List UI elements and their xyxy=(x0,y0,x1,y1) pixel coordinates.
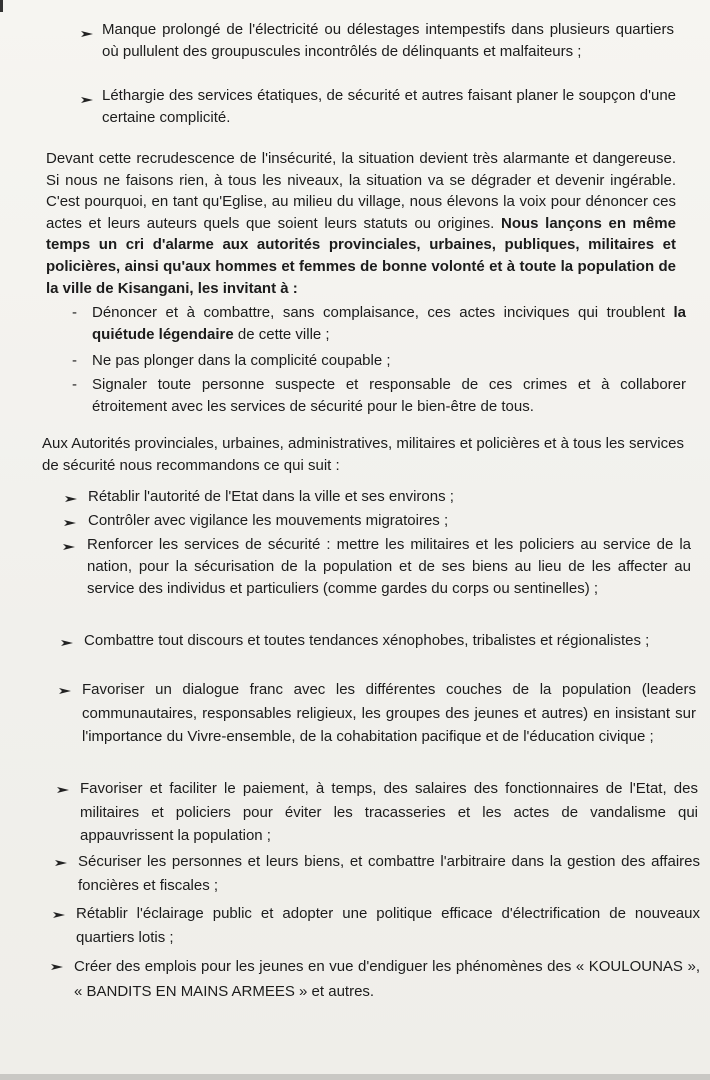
dash-item: Ne pas plonger dans la complicité coupable ; xyxy=(92,352,391,369)
arrow-bullet-icon xyxy=(60,638,74,648)
recommendation-item: Rétablir l'autorité de l'Etat dans la ville et ses environs ; xyxy=(88,488,454,505)
recommendation-item: Combattre tout discours et toutes tendances xénophobes, tribalistes et régionalistes ; xyxy=(84,632,650,649)
arrow-bullet-icon xyxy=(64,494,78,504)
arrow-bullet-icon xyxy=(54,858,68,868)
arrow-bullet-icon xyxy=(56,785,70,795)
arrow-bullet-icon xyxy=(50,962,64,972)
recommendation-item: Contrôler avec vigilance les mouvements migratoires ; xyxy=(88,512,449,529)
paragraph-alarm xyxy=(46,148,676,299)
recommendation-item: Créer des emplois pour les jeunes en vue d'endiguer les phénomènes des « KOULOUNAS », « BANDITS EN MAINS ARMEES » et autres. xyxy=(74,958,700,1000)
recommendation-item: Favoriser et faciliter le paiement, à temps, des salaires des fonctionnaires de l'Etat, des militaires et policiers pour éviter les tracasseries et les actes de vandalisme qui appauvrissent la population ; xyxy=(80,780,698,844)
paragraph-text: Devant cette recrudescence de l'insécurité, la situation devient très alarmante et dangereuse. Si nous ne faisons rien, à tous les niveaux, la situation va se dégrader et devenir ingérable. C'est pourquoi, en tant qu'Eglise, au milieu du village, nous élevons la voix pour dénoncer ces actes et leurs auteurs quels que soient leurs statuts ou origines. xyxy=(46,150,676,232)
dash-item-text-end: de cette ville ; xyxy=(233,326,330,343)
page-edge-mark xyxy=(0,0,3,12)
dash-item-text: Dénoncer et à combattre, sans complaisance, ces actes inciviques qui troublent xyxy=(92,304,674,321)
dash-item: Signaler toute personne suspecte et responsable de ces crimes et à collaborer étroitement avec les services de sécurité pour le bien-être de tous. xyxy=(92,376,686,415)
page-bottom-edge xyxy=(0,1074,710,1080)
arrow-bullet-icon xyxy=(58,686,72,696)
bullet-item: Léthargie des services étatiques, de sécurité et autres faisant planer le soupçon d'une certaine complicité. xyxy=(102,87,676,126)
recommendation-item: Renforcer les services de sécurité : mettre les militaires et les policiers au service de la nation, pour la sécurisation de la population et de ses biens au lieu de les affecter au service des individus et particuliers (comme gardes du corps ou sentinelles) ; xyxy=(87,536,691,597)
recommendation-item: Rétablir l'éclairage public et adopter une politique efficace d'électrification de nouveaux quartiers lotis ; xyxy=(76,905,700,946)
recommendation-item: Sécuriser les personnes et leurs biens, et combattre l'arbitraire dans la gestion des affaires foncières et fiscales ; xyxy=(78,853,700,894)
paragraph-bold-text: Nous lançons en même temps un cri d'alarme aux autorités provinciales, urbaines, publiques, militaires et policières, ainsi qu'aux hommes et femmes de bonne volonté et à toute la population de la ville de Kisangani, les invitant à : xyxy=(46,214,676,297)
arrow-bullet-icon xyxy=(80,29,94,39)
paragraph-recommendations-intro: Aux Autorités provinciales, urbaines, administratives, militaires et policières et à tous les services de sécurité nous recommandons ce qui suit : xyxy=(42,435,684,474)
arrow-bullet-icon xyxy=(62,542,76,552)
dash-item xyxy=(92,302,686,346)
arrow-bullet-icon xyxy=(52,910,66,920)
arrow-bullet-icon xyxy=(63,518,77,528)
dash-item-bold: la quiétude légendaire xyxy=(92,304,686,343)
bullet-item: Manque prolongé de l'électricité ou délestages intempestifs dans plusieurs quartiers où pullulent des groupuscules incontrôlés de délinquants et malfaiteurs ; xyxy=(102,21,674,60)
recommendation-item: Favoriser un dialogue franc avec les différentes couches de la population (leaders communautaires, responsables religieux, les groupes des jeunes et autres) en insistant sur l'importance du Vivre-ensemble, de la cohabitation pacifique et de l'éducation civique ; xyxy=(82,681,696,745)
dash-bullet: - xyxy=(72,376,77,393)
arrow-bullet-icon xyxy=(80,95,94,105)
dash-bullet: - xyxy=(72,352,77,369)
dash-bullet: - xyxy=(72,304,77,321)
